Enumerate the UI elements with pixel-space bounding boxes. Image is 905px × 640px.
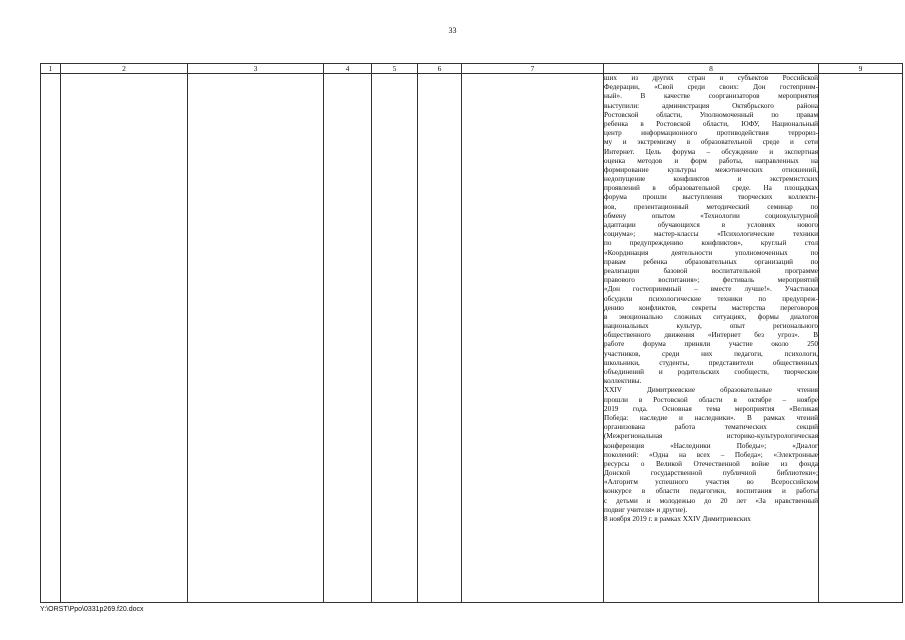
text-line: ребенка в Ростовской области, ЮФУ, Национальный bbox=[604, 119, 818, 128]
text-line: му и экстремизму в образовательной среде и сети bbox=[604, 138, 818, 147]
text-line: Победа: наследие и наследники». В рамках чтений bbox=[604, 413, 818, 422]
table-cell bbox=[372, 74, 418, 603]
column-header: 2 bbox=[61, 64, 188, 74]
text-line: недопущение конфликтов и экстремистских bbox=[604, 175, 818, 184]
text-line: «Алгоритм успешного участия во Всероссийском bbox=[604, 478, 818, 487]
column-header: 1 bbox=[41, 64, 61, 74]
column-header: 5 bbox=[372, 64, 418, 74]
text-line: формирование культуры межэтнических отношений, bbox=[604, 165, 818, 174]
text-line: Интернет. Цель форума – обсуждение и экспертная bbox=[604, 147, 818, 156]
table-row bbox=[41, 74, 903, 603]
table-cell bbox=[61, 74, 188, 603]
text-line: работе форума приняли участие около 250 bbox=[604, 340, 818, 349]
text-line: в эмоционально сложных ситуациях, формы диалогов bbox=[604, 312, 818, 321]
text-line: обсудили психологические техники по предупреж- bbox=[604, 294, 818, 303]
text-line: адаптации обучающихся в условиях нового bbox=[604, 221, 818, 229]
text-line: национальных культур, опыт регионального bbox=[604, 322, 818, 331]
text-line: «Дон гостеприимный – вместе лучше!». Участники bbox=[604, 285, 818, 294]
text-line: организована работа тематических секций bbox=[604, 423, 818, 432]
text-line: социума»; мастер-классы «Психологические техники bbox=[604, 230, 818, 239]
text-line: обмену опытом «Технологии социокультурной bbox=[604, 211, 818, 220]
text-line: 2019 года. Основная тема мероприятия «Великая bbox=[604, 404, 818, 413]
text-line: выступили: администрация Октябрьского района bbox=[604, 101, 818, 110]
table-cell bbox=[819, 74, 903, 603]
text-line: конференция «Наследники Победы»; «Диалог bbox=[604, 441, 818, 450]
text-line: конкурсе в области педагогики, воспитания и работы bbox=[604, 487, 818, 496]
document-table bbox=[40, 63, 903, 603]
description-cell bbox=[604, 74, 819, 603]
text-line: правового воспитания»; фестиваль мероприятий bbox=[604, 276, 818, 285]
text-line: общественного движения «Интернет без угроз». В bbox=[604, 331, 818, 340]
text-line: коллективы. bbox=[604, 377, 642, 386]
column-number-row bbox=[41, 64, 903, 74]
text-line: Федерации, «Свой среди своих: Дон гостеприим- bbox=[604, 83, 818, 92]
text-line: XXIV Димитриевские образовательные чтения bbox=[604, 386, 818, 395]
text-line: форума прошли выступления творческих коллекти- bbox=[604, 193, 818, 202]
text-line: «Координация деятельности уполномоченных по bbox=[604, 248, 818, 257]
text-line: школьники, студенты, представители общественных bbox=[604, 358, 818, 367]
text-line: прошли в Ростовской области в октябре – ноябре bbox=[604, 395, 818, 404]
column-header: 6 bbox=[418, 64, 462, 74]
text-line: центр информационного противодействия террориз- bbox=[604, 129, 818, 138]
text-line: проявлений в образовательной среде. На площадках bbox=[604, 184, 818, 193]
file-path: Y:\ORST\Ppo\0331p269.f20.docx bbox=[40, 606, 144, 613]
text-line: (Межрегиональная историко-культурологическая bbox=[604, 432, 818, 441]
text-line: дению конфликтов, секреты мастерства переговоров bbox=[604, 303, 818, 312]
column-header: 4 bbox=[324, 64, 372, 74]
text-line: ный». В качестве соорганизаторов мероприятия bbox=[604, 92, 818, 101]
text-line: правам ребенка образовательных организаций по bbox=[604, 257, 818, 266]
table-cell bbox=[41, 74, 61, 603]
column-header: 7 bbox=[462, 64, 604, 74]
text-line: участников, среди них педагоги, психологи, bbox=[604, 349, 818, 358]
text-line: оценка методов и форм работы, направленных на bbox=[604, 156, 818, 165]
column-header: 3 bbox=[188, 64, 324, 74]
table-cell bbox=[188, 74, 324, 603]
table-cell bbox=[418, 74, 462, 603]
text-line: подвиг учителя» и другие). bbox=[604, 505, 688, 514]
text-line: по предупреждению конфликтов», круглый стол bbox=[604, 239, 818, 248]
table-cell bbox=[324, 74, 372, 603]
text-line: 8 ноября 2019 г. в рамках XXIV Димитриевских bbox=[604, 515, 751, 523]
text-line: вов, презентационный методический семинар по bbox=[604, 202, 818, 211]
column-header: 8 bbox=[604, 64, 819, 74]
text-line: Донской государственной публичной библиотеки»; bbox=[604, 469, 818, 478]
text-line: реализации базовой воспитательной программе bbox=[604, 266, 818, 275]
page-number: 33 bbox=[448, 26, 457, 35]
text-line: ших из других стран и субъектов Российской bbox=[604, 74, 818, 82]
column-header: 9 bbox=[819, 64, 903, 74]
text-line: ресурсы о Великой Отечественной войне из фонда bbox=[604, 459, 818, 468]
text-line: Ростовской области, Уполномоченный по правам bbox=[604, 110, 818, 119]
text-line: объединений и родительских сообществ, творческие bbox=[604, 368, 818, 376]
text-line: поколений: «Одна на всех – Победа»; «Электронные bbox=[604, 450, 818, 459]
table-cell bbox=[462, 74, 604, 603]
text-line: с детьми и молодежью до 20 лет «За нравственный bbox=[604, 496, 818, 505]
